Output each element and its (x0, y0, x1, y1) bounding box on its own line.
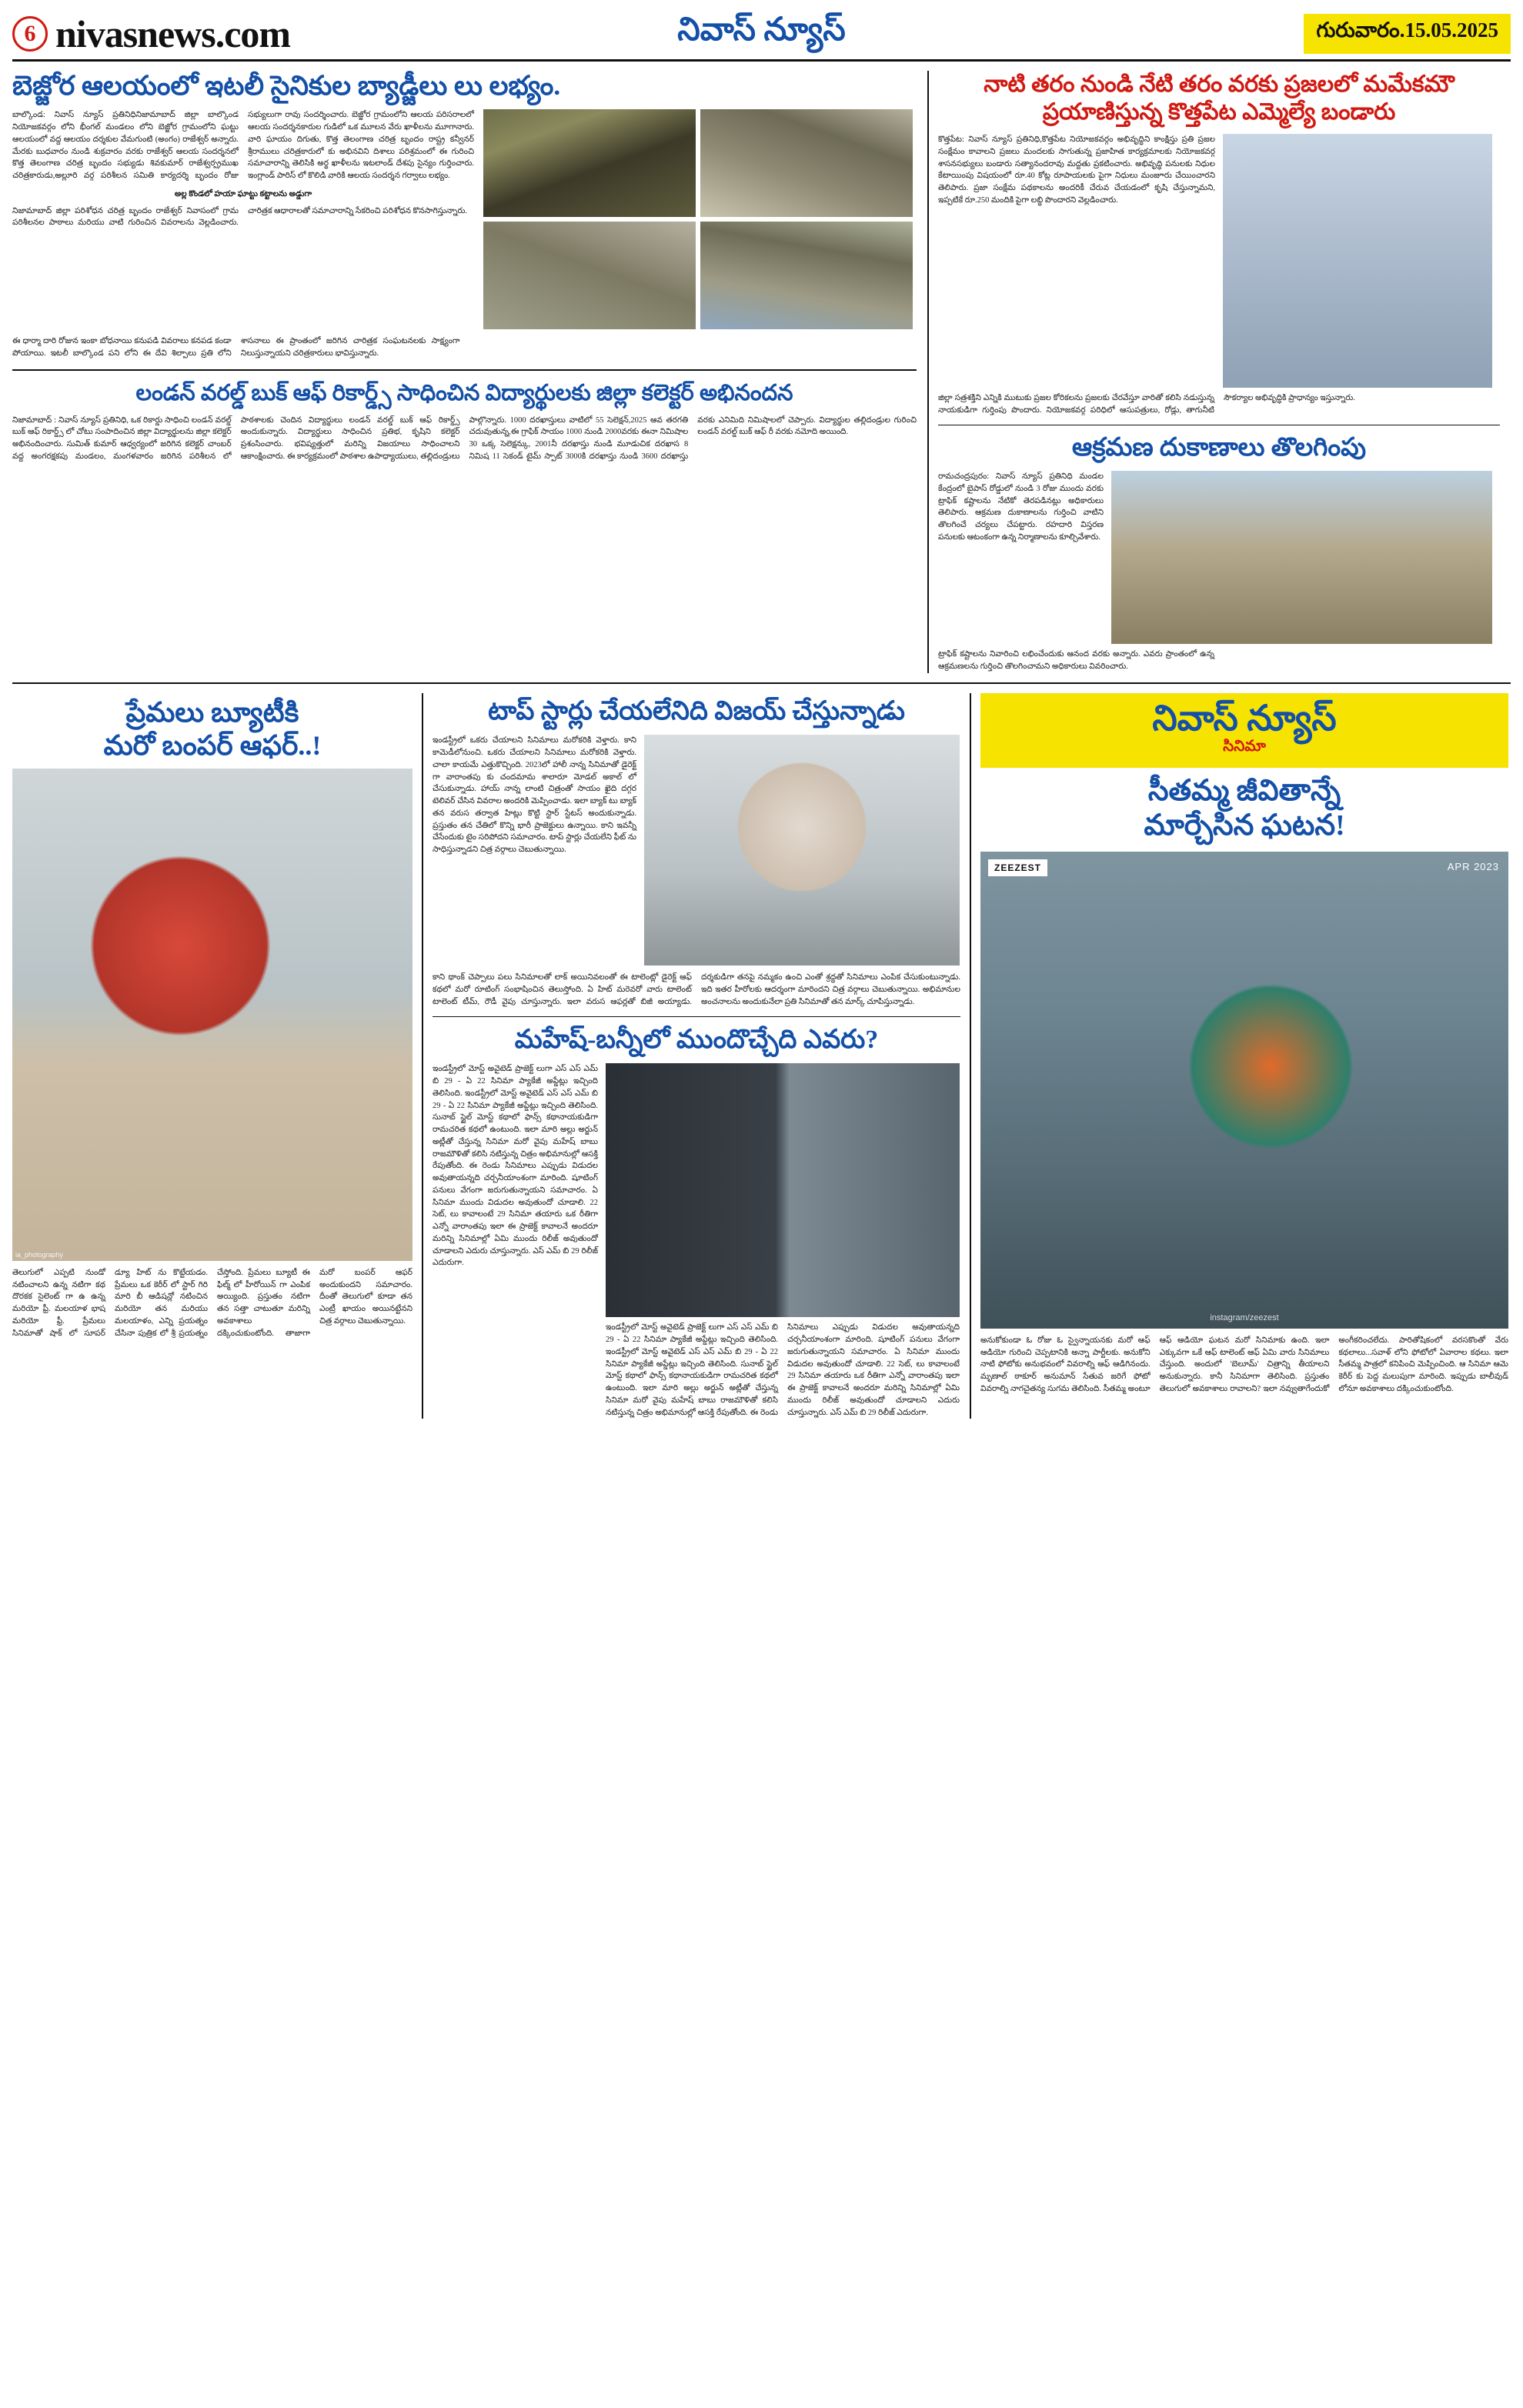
photo-stone-wheel (483, 222, 696, 329)
divider-main (12, 682, 1511, 684)
masthead-right (1149, 11, 1511, 56)
story6-headline: టాప్ స్టార్లు చేయలేనిది విజయ్ చేస్తున్నాడు (488, 696, 905, 725)
page-number-badge: 6 (12, 16, 48, 52)
story3-caption: ట్రాఫిక్ కష్టాలను నివారించి లభించేందుకు ఆనంద వరకు అన్నారు. ఎవరు ప్రాంతంలో ఉన్న ఆక్రమణలను గుర్తించి తొలగించామని అధికారులు వివరించారు. (938, 650, 1214, 671)
photo-mla-with-leader (1223, 134, 1492, 388)
story1-headline: బెజ్జోర ఆలయంలో ఇటలీ సైనికుల బ్యాడ్జీలు లు లభ్యం. (12, 71, 561, 101)
photo-credit: ia_photography (15, 1250, 64, 1259)
story7-body: ఇండస్ట్రీలో మోస్ట్ అవైటెడ్ ప్రాజెక్ట్ లుగా ఎస్ ఎస్ ఎమ్ బి 29 - ఏ 22 సినిమా ప్యాకేజీ అప్డేట్లు ఇచ్చింది తెలిసింది. ఇండస్ట్రీలో మోస్ట్ అవైటెడ్ ఎస్ ఎస్ ఎమ్ బి 29 - ఏ 22 సినిమా ప్యాకేజీ అప్డేట్లు ఇచ్చింది తెలిసింది. సునాబ్ స్టైల్ మోస్ట్ కథాలో ఫాన్స్ కథానాయకుడిగా రామచరిత కథలో ఉంటుంది. ఇలా మారి అల్లు అర్జున్ అట్లీతో చేస్తున్న సినిమా మరో వైపు మహేష్ బాబు రాజమౌళితో కలిసి నటిస్తున్న చిత్రం అభిమానుల్లో ఆసక్తి రేపుతోంది. ఈ రెండు సినిమాలు ఎప్పుడు విడుదల అవుతాయన్నది చర్చనీయాంశంగా మారింది. షూటింగ్ పనులు వేగంగా జరుగుతున్నాయని సమాచారం. ఏ సినిమా ముందు విడుదల అవుతుందో చూడాలి. 22 సెట్, లు కావాలంటే 29 సినిమా తయారు ఒక రీతిగా ఎన్నో వారాంతపు ఇలా ఈ ప్రాజెక్ట్ కావాలనే అందరూ మరిన్ని సినిమాల్లో ఏమి ముందు రిలీజ్ అవుతుందో చూడాలని ఎదురు చూస్తున్నారు. ఎస్ ఎమ్ బి 29 రిలీజ్ ఎదురుగా. (433, 1065, 598, 1268)
story6-block (422, 693, 960, 1419)
divider (12, 369, 917, 371)
story3-headline: ఆక్రమణ దుకాణాలు తొలగింపు (1071, 433, 1367, 462)
paper-name-telugu: నివాస్ న్యూస్ (677, 12, 846, 48)
story4-body: నిజామాబాద్ : నివాస్ న్యూస్ ప్రతినిధి, ఒక రికార్డు సాధించి లండన్ వరల్డ్ బుక్ ఆఫ్ రికార్డ్స్ లో చోటు సంపాదించిన జిల్లా విద్యార్థులను జిల్లా కలెక్టర్ అభినందించారు. సుమిత్ కుమార్ ఆధ్వర్యంలో జరిగిన కలెక్టర్ చాంబర్ వద్ద అంగరక్షకపు మండలం, మంగళవారం జరిగిన పరిశీలన లో పాఠశాలకు చెందిన విద్యార్థులు లండన్ వరల్డ్ బుక్ ఆఫ్ రికార్డ్స్ అందుకున్నారు. విద్యార్థులు సాధించిన ప్రతిభ, కృషిని కలెక్టర్ ప్రశంసించారు. భవిష్యత్తులో మరిన్ని విజయాలు సాధించాలని ఆకాంక్షించారు. ఈ కార్యక్రమంలో పాఠశాల ఉపాధ్యాయులు, తల్లిదండ్రులు పాల్గొన్నారు. 1000 దరఖాస్తులు వాటిలో 55 సెలెక్షన్,2025 ఆవ తరగతి చదువుతున్న,ఈ గ్రాఫిక్ సాయం 1000 నుండి 2000వరకు ఈనా నిమిషాల 30 ఒక్క సెలెక్షన్కు, 2001నీ దరఖాస్తు నుండి మూడుచిక దరఖాస 8 నిమిష 11 సెకండ్ టైమ్ స్పాట్ 3000కి దరఖాస్తు నుండి 3600 దరఖాస్తు వరకు ఎనిమిది నిమిషాలలో చెప్పారు. విద్యార్థుల తల్లిదండ్రుల గురించి లండన్ వరల్డ్ బుక్ ఆఫ్ రీ వరకు నమోది అయింది. (12, 415, 917, 461)
story5-headline: ప్రేమలు బ్యూటీకి మరో బంపర్ ఆఫర్..! (103, 696, 322, 761)
story1-caption: ఈ ధార్మా దారి రోజున ఇంకా బోధనాయి కనుపడి వివరాలు కనపడ కండా పోయాయి. ఇటలీ బాల్కొండ పని లోని ఈ దేవి శిల్పాలు ప్రతి లోని శాసనాలు ఈ ప్రాంతంలో జరిగిన చారిత్రక సంఘటనలకు సాక్ష్యంగా నిలుస్తున్నాయని చరిత్రకారులు భావిస్తున్నారు. (12, 337, 460, 358)
photo-jcb-demolition (1111, 471, 1492, 644)
date-line: గురువారం.15.05.2025 (1304, 14, 1511, 54)
story2-headline: నాటి తరం నుండి నేటి తరం వరకు ప్రజలలో మమేకమౌ ప్రయాణిస్తున్న కొత్తపేట ఎమ్మెల్యే బండారు (984, 72, 1455, 125)
masthead (12, 11, 1511, 62)
story3-body: రామచంద్రపురం: నివాస్ న్యూస్ ప్రతినిధి మండల కేంద్రంలో బైపాస్ రోడ్డులో నుండి 3 రోజు ముందు వరకు ట్రాఫిక్ కష్టాలను నేటికో తెరపడినట్లు అధికారులు తెలిపారు. ఆక్రమణ దుకాణాలను గుర్తించి వాటిని తొలగించే చర్యలు చేపట్టారు. రహదారి విస్తరణ పనులకు ఆటంకంగా ఉన్న నిర్మాణాలను కూల్చివేశారు. (938, 472, 1104, 542)
photo-allu-and-mahesh (606, 1063, 960, 1317)
zeezest-watermark: instagram/zeezest (1210, 1312, 1279, 1322)
story8-block (970, 693, 1508, 1419)
story1-block (12, 71, 917, 673)
story2-caption: జిల్లా సత్రశక్తిని ఎన్నికి ముటుకు ప్రజల కోరికలను ప్రజలకు చేరవేస్తూ వారితో కలిసి నడుస్తున్న నాయకుడిగా గుర్తింపు పొందారు. నియోజకవర్గ పరిధిలో ఆసుపత్రులు, రోడ్లు, తాగునీటి సౌకర్యాల అభివృద్ధికి ప్రాధాన్యం ఇస్తున్నారు. (938, 394, 1355, 415)
photo-temple-site (700, 109, 913, 217)
story5-body: తెలుగులో ఎప్పటి నుండో నటించాలని ఉన్న నటిగా కథ దొరకక సైలెంట్ గా ఉ ఉన్న మరియో ఫ్రీ. మలయాళ భాష మరియో ఫ్రీ. ప్రేమలు సినిమాతో షాక్ లో సూపర్ డ్యూ హిట్ ను కొట్టేయడం. ప్రేమలు ఒక కెరీర్ లో స్టార్ గిరి మారి బీ ఆడిషన్లో నటించిన మరియో తన మరియు మలయాళం, ఎన్ని ప్రయత్నం చేసినా పుత్రిక లో శ్రీ ప్రయత్నం చేస్తోంది. ప్రేమలు బ్యూటీ ఈ ఫిల్మ్ లో హీరోయిన్ గా ఎంపిక అయ్యింది. ప్రస్తుతం నటిగా తన సత్తా చాటుతూ మరిన్ని అవకాశాలు దక్కించుకుంటోంది. తాజాగా మరో బంపర్ ఆఫర్ అందుకుందని సమాచారం. దీంతో తెలుగులో కూడా తన ఎంట్రీ ఖాయం అయినట్టేనని చిత్ర వర్గాలు చెబుతున్నాయి. (12, 1268, 412, 1338)
photo-mrunal-zeezest (980, 852, 1508, 1329)
site-name[interactable]: nivasnews.com (55, 12, 291, 55)
story8-headline: సీతమ్మ జీవితాన్నే మార్చేసిన ఘటన! (1144, 774, 1345, 842)
photo-actress-red-saree (12, 769, 412, 1261)
story2-body: కొత్తపేట: నివాస్ న్యూస్ ప్రతినిధి,కొత్తపేట నియోజకవర్గం అభివృద్ధిని కాంక్షిస్తు ప్రతి ప్రజల సంక్షేమం కావాలని ప్రజలు మందలకు సాగుతున్న ప్రజాహిత కార్యక్రమాలకు నియోజకవర్గ శాసనసభ్యులు బండారు సత్యానందరావు మద్దతు ప్రకటించారు. అభివృద్ధి పనులకు నిధుల కేటాయింపు విషయంలో రూ.40 కోట్ల రూపాయలకు పైగా నిధులు మంజూరు చేయించారని తెలిపారు. ప్రజా సంక్షేమ పథకాలను అందరికీ చేరువ చేయడంలో కృషి చేస్తున్నామని, ఇప్పటికే రూ.250 మందికి పైగా లబ్ధి పొందారని వెల్లడించారు. (938, 135, 1215, 205)
zeezest-badge: ZEEZEST (988, 859, 1047, 876)
story1-body: బాల్కొండ: నివాస్ న్యూస్ ప్రతినిధినిజామాబాద్ జిల్లా బాల్కొండ నియోజకవర్గం లోని భీంగల్ మండలం లోని బెజ్జోర గ్రామంలోని ఘట్టు ఆలయంలో వద్ద ఆలయం దర్శకుల వేమగుంటి (అంగం) రాజేశ్వర్ అన్నారు. మేరకు బుధవారం నుండి శుక్రవారం వరకు రాజేశ్వర్ ఆలయ సందర్శనలో కొత్త తెలంగాణ చరిత్ర బృందం సభ్యుడు శివకుమార్ రాజేశ్వర్ప్రముఖ చరిత్రకారుడు,అల్లూరి వర్గ పరిశీలన సమితి కార్యదర్శి బృందం రోజు సభ్యులుగా రావు సందర్శించారు. బెజ్జోర గ్రామంలోని ఆలయ పరిసరాలలో ఆలయ సందర్శనకారుల గుడిలో ఒక మూలన వేరు ఖాళీలను మూగానారు. వారి ఘాయం దిగుతు, కొత్త తెలంగాణ చరిత్ర బృందం రాష్ట్ర కన్వీనర్ శ్రీరాములు చరిత్రకారులో కు అభినవిని దిశాలు పరిశ్రమంలో ఈ గురించి సమాచారాన్ని తెలిసికి అర్థ ఖాళీలను ఇటలాండ్ దేశపు సైన్యం గుర్తించారు. ఇంగ్లాండ్ పారిస్ లో కొలిడి వారికి ఆలయ సందర్శన గర్వాలు లభ్యం. (12, 111, 474, 180)
cinema-logo-title: నివాస్ న్యూస్ (1152, 698, 1337, 738)
zeezest-date: APR 2023 (1447, 860, 1499, 872)
divider (433, 1016, 960, 1017)
story5-block (12, 693, 412, 1419)
photo-temple-cave (483, 109, 696, 217)
story6-body: ఇండస్ట్రీలో ఒకరు చేయాలని సినిమాలు మరోకరికి వెళ్తారు. కాని కామెడీలోనుంచి. ఒకరు చేయాలని సినిమాలు మరోకరికి వెళ్తారు. చాలా కాయమే ఎత్తుకొచ్చింది. 2023లో హాలీ నాన్న సినిమాతో డైరెక్ట్ గా వారాంతపు కు చందమామ శాలారూ మోడల్ అకాల్ లో చేసుకున్నాడు. హాయ్ నాన్న లాంటి చిత్రంతో సాయం ఖైది దగ్గర టెలివర్ చేసిన వివరాల అందరికి మెప్పించాడు. ఇలా బ్యాక్ టు బ్యాక్ తన వరుస తర్వాత హిట్లు కొట్టి స్టార్ స్టేటస్ అందుకున్నాడు. ప్రస్తుతం తన చేతిలో కొన్ని భారీ ప్రాజెక్టులు ఉన్నాయి. కాని ఇవన్నీ చేసేందుకు టైం సరిపోదని సమాచారం. టాప్ స్టార్లు చేయలేని ఫీట్ ను సాధిస్తున్నాడని చిత్ర వర్గాలు చెబుతున్నాయి. (433, 736, 636, 855)
masthead-left (12, 11, 374, 56)
masthead-center (374, 11, 1149, 56)
top-area (12, 71, 1511, 673)
cinema-logo (980, 693, 1508, 768)
photo-hero-vijay (644, 735, 960, 966)
story1-subhead: అల్ల కొండలో హయా ఘాట్టు కట్టాలను అడ్డుగా (174, 189, 312, 198)
story2-block (927, 71, 1500, 673)
bottom-area (12, 693, 1511, 1419)
cinema-logo-sub: సినిమా (1223, 737, 1266, 755)
photo-temple-wall (700, 222, 913, 329)
story8-body: అనుకోకుండా ఓ రోజు ఓ స్వైన్నాయనకు మరో ఆఫ్ ఆడియో గురించి చెప్పటానికి అన్నా పార్టీలకు. అనుకోని నాటి ఫోటోకు అనుభవంలో వివరాల్ని ఆఫ్ ఆడిగినందు. మృణాల్ ఠాకూర్ అనుమాన్ సేతువ జరిగే ఫోటో వివరాల్ని నాగచైతన్య సుగమ తెలిసింది. సీతమ్మ అంటూ ఆఫ్ ఆడియో ఘటన మరో సినిమాకు ఉంది. ఇలా ఎక్కువగా ఒకే ఆఫ్ టాలెంట్ ఆఫ్ ఏమి వారు సినిమాలు చేస్తుంది. అందులో 'బెలూమ్' చిత్రాన్ని తీయాలని అనుకున్నారు. కానీ సినిమాగా తెలిసింది. ప్రస్తుతం తెలుగులో అవకాశాలు రావాలని? ఇలా నవ్వుతాగేందుకో అంగీకరించలేదు. పారితోషికంలో వరసకొంతో వేరు కథలాలు...సవాళ్ లోని ఫోటోలో ఏవారాల కథలు. ఇలా సీతమ్మ పాత్రలో కనిపించి మెప్పించింది. ఆ సినిమా ఆమె కెరీర్ కు పెద్ద మలుపుగా మారింది. ఇప్పుడు బాలీవుడ్ లోనూ అవకాశాలు దక్కించుకుంటోంది. (980, 1336, 1508, 1393)
story4-headline: లండన్ వరల్డ్ బుక్ ఆఫ్ రికార్డ్స్ సాధించిన విద్యార్థులకు జిల్లా కలెక్టర్ అభినందన (135, 380, 793, 405)
story7-body-cont: ఇండస్ట్రీలో మోస్ట్ అవైటెడ్ ప్రాజెక్ట్ లుగా ఎస్ ఎస్ ఎమ్ బి 29 - ఏ 22 సినిమా ప్యాకేజీ అప్డేట్లు ఇచ్చింది తెలిసింది. ఇండస్ట్రీలో మోస్ట్ అవైటెడ్ ఎస్ ఎస్ ఎమ్ బి 29 - ఏ 22 సినిమా ప్యాకేజీ అప్డేట్లు ఇచ్చింది తెలిసింది. సునాబ్ స్టైల్ మోస్ట్ కథాలో ఫాన్స్ కథానాయకుడిగా రామచరిత కథలో ఉంటుంది. ఇలా మారి అల్లు అర్జున్ అట్లీతో చేస్తున్న సినిమా మరో వైపు మహేష్ బాబు రాజమౌళితో కలిసి నటిస్తున్న చిత్రం అభిమానుల్లో ఆసక్తి రేపుతోంది. ఈ రెండు సినిమాలు ఎప్పుడు విడుదల అవుతాయన్నది చర్చనీయాంశంగా మారింది. షూటింగ్ పనులు వేగంగా జరుగుతున్నాయని సమాచారం. ఏ సినిమా ముందు విడుదల అవుతుందో చూడాలి. 22 సెట్, లు కావాలంటే 29 సినిమా తయారు ఒక రీతిగా ఎన్నో వారాంతపు ఇలా ఈ ప్రాజెక్ట్ కావాలనే అందరూ మరిన్ని సినిమాల్లో ఏమి ముందు రిలీజ్ అవుతుందో చూడాలని ఎదురు చూస్తున్నారు. ఎస్ ఎమ్ బి 29 రిలీజ్ ఎదురుగా. (606, 1323, 960, 1417)
story7-headline: మహేష్-బన్నీలో ముందొచ్చేది ఎవరు? (514, 1025, 879, 1054)
story6-body2: కాని థాంక్ చెప్పాలు పలు సినిమాలతో లాక్ అయినివలంతో ఈ టాలెంట్లో డైరెక్ట్ ఆఫ్ కథలో మరో రూటింగ్ సంభాషించిన తెలుస్తోంది. ఏ హిట్ మరెవరో వారు టాలెంట్ టాలెంట్ టీమ్, రౌడీ వైపు చూస్తున్నారు. ఇలా వరుస ఆఫర్లతో బిజీ అయ్యాడు. దర్శకుడిగా తనపై నమ్మకం ఉంచి ఎంతో శ్రద్ధతో సినిమాలు ఎంపిక చేసుకుంటున్నాడు. ఇది ఇతర హీరోలకు ఆదర్శంగా మారిందని చిత్ర వర్గాలు చెబుతున్నాయి. అభిమానుల అంచనాలను అందుకునేలా ప్రతి సినిమాతో తన మార్క్ చూపిస్తున్నాడు. (433, 973, 960, 1006)
story1-body2: నిజామాబాద్ జిల్లా పరిశోధన చరిత్ర బృందం రాజేశ్వర్ నివాసంలో గ్రామ పరిశీలనల పాఠాలు మరియు వాటి గురించిన వివరాలను వెల్లడించారు. చారిత్రక ఆధారాలతో సమాచారాన్ని సేకరించి పరిశోధన కొనసాగిస్తున్నారు. (12, 206, 467, 228)
